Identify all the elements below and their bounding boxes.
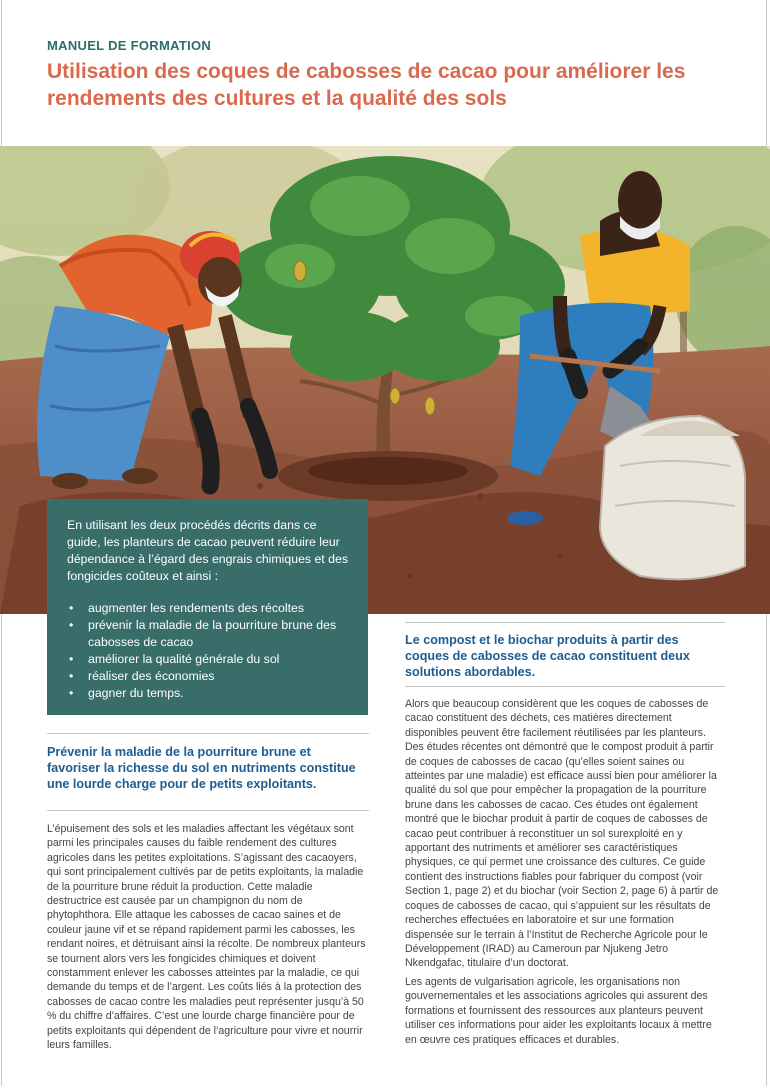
left-section-heading-block <box>47 744 359 792</box>
benefit-item: • améliorer la qualité générale du sol <box>67 651 348 668</box>
right-section-paragraph-2: Les agents de vulgarisation agricole, les organisations non gouvernementales et les associations agricoles qui assurent des formations et fournissent des ressources aux planteurs peuvent utiliser ces informations pour aider les exploitants locaux à mettre en œuvre ces pratiques efficaces et durables. <box>405 976 712 1046</box>
right-section-heading-block <box>405 632 725 680</box>
benefits-callout <box>47 499 368 715</box>
callout-intro: En utilisant les deux procédés décrits dans ce guide, les planteurs de cacao peuvent réduire leur dépendance à l’égard des engrais chimiques et des fongicides coûteux et ainsi : <box>67 518 348 583</box>
divider <box>47 733 369 734</box>
right-section-body <box>405 697 725 971</box>
left-section-body <box>47 822 369 1053</box>
document-title: Utilisation des coques de cabosses de cacao pour améliorer les rendements des cultures et la qualité des sols <box>47 60 686 110</box>
divider <box>405 622 725 623</box>
benefit-item: • gagner du temps. <box>67 685 348 702</box>
left-section-paragraph: L’épuisement des sols et les maladies affectant les végétaux sont parmi les principales causes du faible rendement des cultures agricoles dans les petites exploitations. S’agissant des cacaoyers, qui sont principalement cultivés par de petits exploitants, la maladie de la pourriture brune réduit la production. Cette maladie destructrice est causée par un champignon du nom de phytophthora. Elle attaque les cabosses de cacao saines et de couleur jaune vif et se répand rapidement parmi les cabosses, les rendant noires, et détruisant ainsi la récolte. De nombreux planteurs se tournent alors vers les fongicides chimiques et doivent constamment enlever les cabosses atteintes par la maladie, ce qui demande du temps et de l’argent. Les coûts liés à la protection des cabosses de cacao contre les maladies peut représenter jusqu’à 50 % du chiffre d’affaires. C’est une lourde charge financière pour de petits exploitants qui dépendent de l’agriculture pour vivre et nourrir leurs familles. <box>47 823 366 1052</box>
benefit-item: • prévenir la maladie de la pourriture brune des cabosses de cacao <box>67 617 348 651</box>
benefit-item: • augmenter les rendements des récoltes <box>67 600 348 617</box>
right-section-paragraph-1: Alors que beaucoup considèrent que les coques de cabosses de cacao constituent des déchets, ces matières directement disponibles peuvent être facilement réutilisées par les planteurs. Des études récentes ont démontré que le compost produit à partir de coques de cabosses de cacao (qu’elles soient saines ou atteintes par une maladie) est efficace aussi bien pour améliorer la qualité du sol que pour empêcher la propagation de la pourriture brune dans les cabosses de cacao. Ces études ont également montré que le biochar produit à partir de coques de cabosses de cacao peut contribuer à reconstituer un sol surexploité en y apportant des nutriments et améliorer ses caractéristiques physiques, ce qui permet une croissance des cultures. Ce guide contient des instructions fiables pour fabriquer du compost (voir Section 1, page 2) et du biochar (voir Section 2, page 6) à partir de coques de cabosses de cacao, qui s’appuient sur les résultats de recherches effectuées en laboratoire et sur une formation dispensée sur le terrain à l’Institut de Recherche Agricole pour le Développement (IRAD) au Cameroun par Njukeng Jetro Nkendgafac, titulaire d’un doctorat. <box>405 698 719 970</box>
benefit-item: • réaliser des économies <box>67 668 348 685</box>
right-section-body-2 <box>405 975 725 1047</box>
left-section-heading: Prévenir la maladie de la pourriture brune et favoriser la richesse du sol en nutriments constitue une lourde charge pour de petits exploitants. <box>47 745 356 791</box>
benefits-list <box>67 600 348 702</box>
right-section-heading: Le compost et le biochar produits à partir des coques de cabosses de cacao constituent deux solutions abordables. <box>405 633 690 679</box>
divider <box>47 810 369 811</box>
document-label: MANUEL DE FORMATION <box>47 38 212 53</box>
divider <box>405 686 725 687</box>
